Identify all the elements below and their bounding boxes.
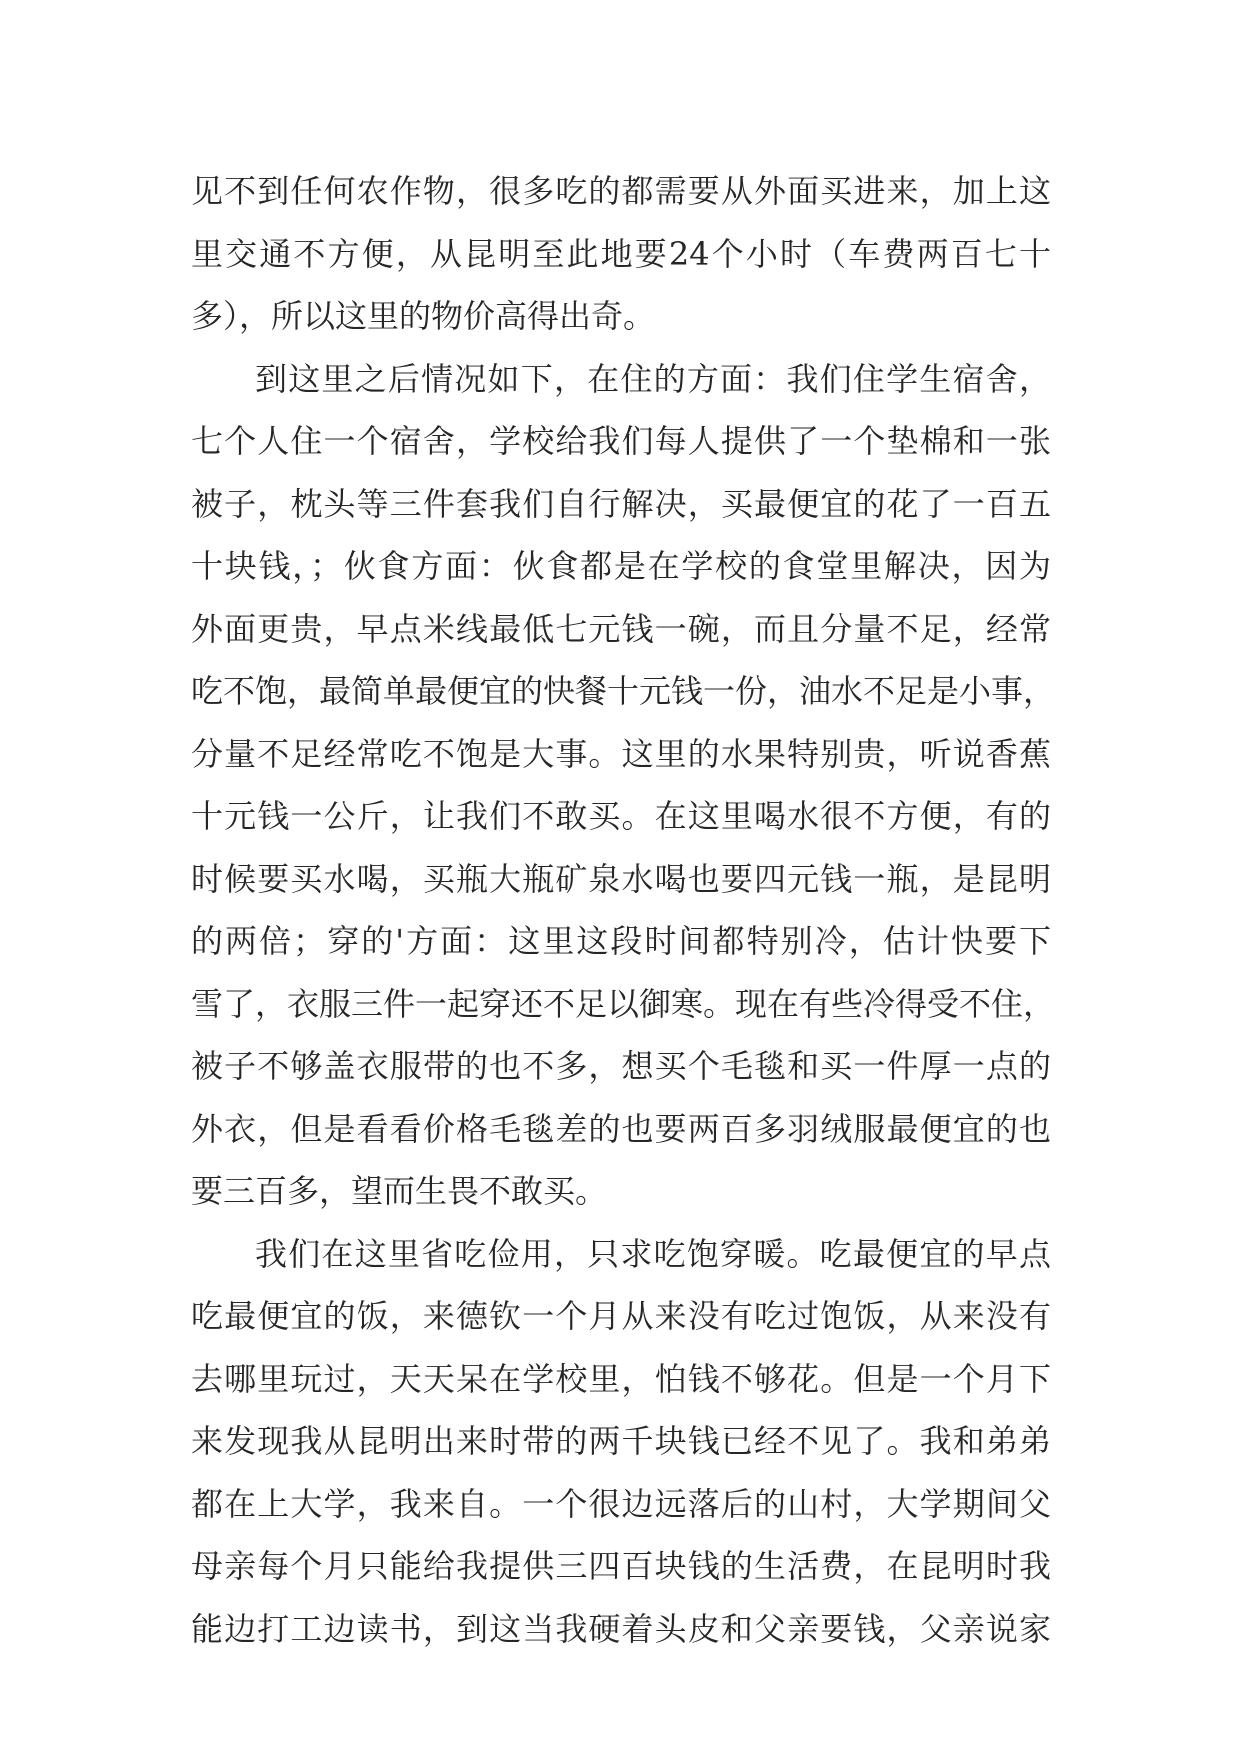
text-line: 时候要买水喝，买瓶大瓶矿泉水喝也要四元钱一瓶，是昆明 [191, 859, 1051, 898]
text-line: 十块钱，；伙食方面：伙食都是在学校的食堂里解决，因为 [191, 547, 1051, 585]
text-line: 来发现我从昆明出来时带的两千块钱已经不见了。我和弟弟 [191, 1422, 1051, 1460]
text-line: 外衣，但是看看价格毛毯差的也要两百多羽绒服最便宜的也 [191, 1109, 1051, 1148]
text-line: 七个人住一个宿舍，学校给我们每人提供了一个垫棉和一张 [191, 422, 1051, 460]
text-line: 我们在这里省吃俭用，只求吃饱穿暖。吃最便宜的早点 [255, 1234, 1051, 1273]
text-line: 母亲每个月只能给我提供三四百块钱的生活费，在昆明时我 [191, 1547, 1051, 1585]
text-line: 要三百多，望而生畏不敢买。 [191, 1172, 608, 1210]
text-line: 吃不饱，最简单最便宜的快餐十元钱一份，油水不足是小事， [191, 672, 1056, 710]
text-line: 分量不足经常吃不饱是大事。这里的水果特别贵，听说香蕉 [191, 734, 1051, 773]
text-line: 见不到任何农作物，很多吃的都需要从外面买进来，加上这 [191, 172, 1051, 210]
text-line: 到这里之后情况如下，在住的方面：我们住学生宿舍， [255, 359, 1051, 398]
text-line: 能边打工边读书，到这当我硬着头皮和父亲要钱，父亲说家 [191, 1609, 1051, 1648]
text-line: 被子不够盖衣服带的也不多，想买个毛毯和买一件厚一点的 [191, 1047, 1051, 1085]
body-text [191, 160, 1056, 1660]
text-line: 外面更贵，早点米线最低七元钱一碗，而且分量不足，经常 [191, 609, 1051, 648]
text-line: 都在上大学，我来自。一个很边远落后的山村，大学期间父 [191, 1484, 1051, 1523]
text-line: 雪了，衣服三件一起穿还不足以御寒。现在有些冷得受不住， [191, 984, 1056, 1023]
text-line: 十元钱一公斤，让我们不敢买。在这里喝水很不方便，有的 [191, 797, 1051, 835]
text-line: 里交通不方便，从昆明至此地要24个小时（车费两百七十 [191, 234, 1051, 273]
text-line: 被子，枕头等三件套我们自行解决，买最便宜的花了一百五 [191, 484, 1051, 523]
text-line: 吃最便宜的饭，来德钦一个月从来没有吃过饱饭，从来没有 [191, 1297, 1051, 1335]
text-line: 多），所以这里的物价高得出奇。 [191, 297, 656, 335]
text-line: 去哪里玩过，天天呆在学校里，怕钱不够花。但是一个月下 [191, 1359, 1051, 1398]
text-line: 的两倍；穿的'方面：这里这段时间都特别冷，估计快要下 [191, 922, 1051, 960]
